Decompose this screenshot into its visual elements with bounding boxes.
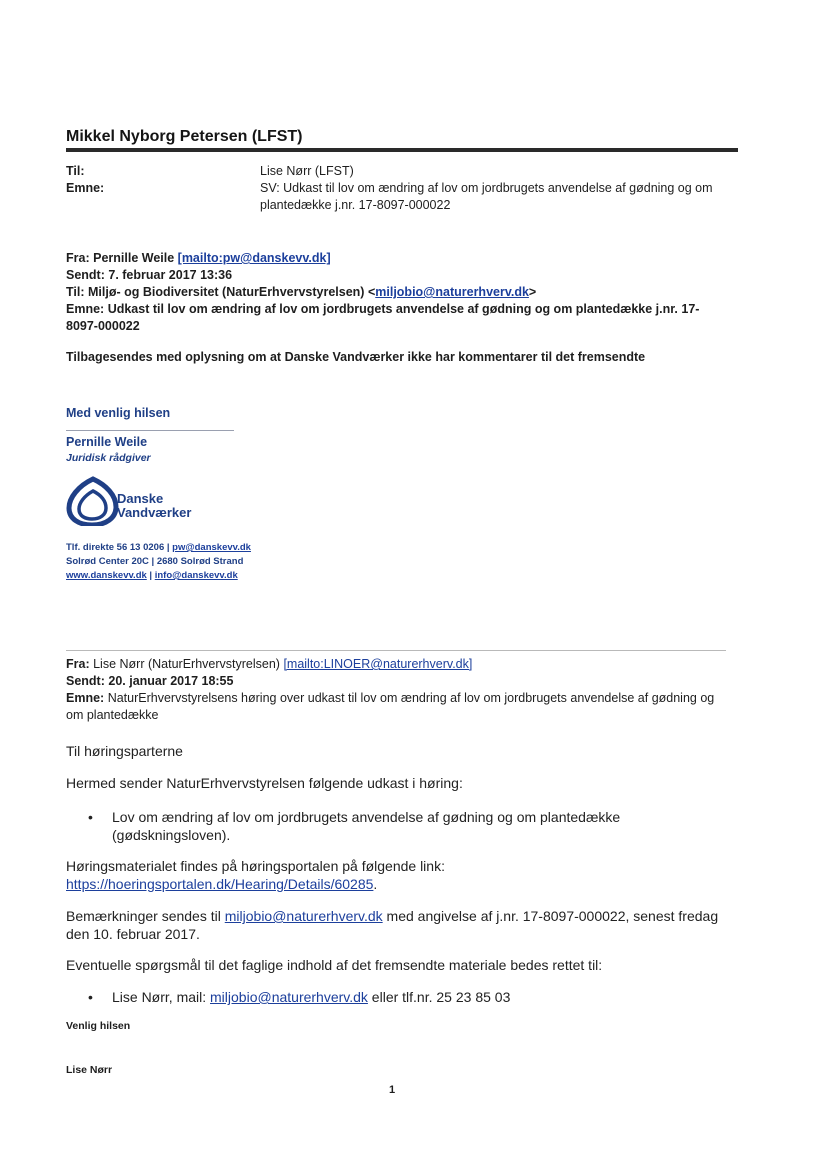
message-separator — [66, 650, 726, 651]
reply-sent-label: Sendt: — [66, 268, 105, 282]
remarks-email[interactable]: miljobio@naturerhverv.dk — [224, 908, 383, 924]
reply-subject-value: Udkast til lov om ændring af lov om jordbrugets anvendelse af gødning og om plantedække j.nr. 17-8097-000022 — [66, 302, 700, 333]
subject-value: SV: Udkast til lov om ændring af lov om jordbrugets anvendelse af gødning og om plantedække j.nr. 17-8097-000022 — [260, 181, 713, 212]
signature-separator — [66, 430, 234, 431]
remarks-text — [66, 907, 726, 943]
orig-subject-value: NaturErhvervstyrelsens høring over udkast til lov om ændring af lov om jordbrugets anvendelse af gødning og om plantedække — [66, 691, 715, 722]
contact-web-line — [66, 569, 251, 583]
reply-from-name: Pernille Weile — [93, 251, 175, 265]
bullet2-email[interactable]: miljobio@naturerhverv.dk — [210, 989, 368, 1005]
page-number: 1 — [389, 1084, 396, 1096]
orig-sent-line — [66, 673, 728, 690]
orig-from-link[interactable]: [mailto:LINOER@naturerhverv.dk] — [283, 657, 473, 671]
questions-text: Eventuelle spørgsmål til det faglige indhold af det fremsendte materiale bedes rettet til: — [66, 957, 603, 973]
bullet1-text: Lov om ændring af lov om jordbrugets anvendelse af gødning og om plantedække (gødskningsloven). — [112, 809, 621, 843]
list-item — [66, 808, 686, 844]
reply-body-text: Tilbagesendes med oplysning om at Danske Vandværker ikke har kommentarer til det fremsendte — [66, 350, 646, 364]
orig-sent-label: Sendt: — [66, 674, 105, 688]
reply-from-line — [66, 250, 726, 267]
list-item — [66, 988, 686, 1006]
reply-subject-line — [66, 301, 726, 335]
remarks-pre: Bemærkninger sendes til — [66, 908, 225, 924]
original-header — [66, 656, 728, 724]
signature-contact — [66, 541, 251, 583]
header-rule — [66, 148, 738, 152]
contact-info-email[interactable]: info@danskevv.dk — [154, 570, 238, 581]
closing: Venlig hilsen — [66, 1020, 131, 1032]
contact-phone: Tlf. direkte 56 13 0206 | — [66, 542, 173, 553]
contact-phone-line — [66, 541, 251, 555]
bullet-list-1 — [66, 808, 686, 844]
contact-email[interactable]: pw@danskevv.dk — [172, 542, 251, 553]
subject-label: Emne: — [66, 181, 105, 195]
intro-text: Hermed sender NaturErhvervstyrelsen følgende udkast i høring: — [66, 775, 463, 791]
bullet-dot-icon: • — [88, 809, 93, 825]
reply-subject-label: Emne: — [66, 302, 105, 316]
closing-name: Lise Nørr — [66, 1064, 113, 1076]
signature-greeting: Med venlig hilsen — [66, 406, 171, 420]
orig-subject-label: Emne: — [66, 691, 105, 705]
reply-sent-line — [66, 267, 726, 284]
signature — [66, 405, 170, 422]
reply-to-email[interactable]: miljobio@naturerhverv.dk — [375, 285, 529, 299]
sender-name: Mikkel Nyborg Petersen (LFST) — [66, 128, 303, 145]
logo-text-line1: Danske — [117, 491, 164, 506]
orig-sent-value: 20. januar 2017 18:55 — [108, 674, 234, 688]
bullet-list-2 — [66, 988, 686, 1006]
remarks-post: med angivelse af j.nr. 17-8097-000022, senest fredag den 10. februar 2017. — [66, 908, 719, 942]
orig-from-label: Fra: — [66, 657, 90, 671]
reply-to-label: Til: — [66, 285, 85, 299]
bullet2-pre: Lise Nørr, mail: — [112, 989, 211, 1005]
material-link-line — [66, 875, 377, 893]
orig-subject-line — [66, 690, 728, 724]
reply-from-label: Fra: — [66, 251, 90, 265]
water-drop-logo-icon — [66, 476, 120, 526]
reply-body — [66, 349, 726, 366]
reply-to-open: < — [367, 285, 376, 299]
contact-address: Solrød Center 20C | 2680 Solrød Strand — [66, 556, 244, 567]
material-text: Høringsmaterialet findes på høringsportalen på følgende link: — [66, 858, 445, 874]
reply-to-line — [66, 284, 726, 301]
reply-to-name: Miljø- og Biodiversitet (NaturErhvervstyrelsen) — [88, 285, 365, 299]
bullet-dot-icon: • — [88, 989, 93, 1005]
reply-from-link[interactable]: [mailto:pw@danskevv.dk] — [177, 251, 331, 265]
to-value: Lise Nørr (LFST) — [260, 164, 354, 178]
orig-from-line — [66, 656, 728, 673]
reply-header — [66, 250, 726, 366]
hearing-portal-link[interactable]: https://hoeringsportalen.dk/Hearing/Details/60285 — [66, 876, 374, 892]
salutation: Til høringsparterne — [66, 743, 183, 759]
reply-to-close: > — [528, 285, 537, 299]
danske-vandvaerker-logo — [66, 476, 192, 531]
logo-text-line2: Vandværker — [117, 505, 192, 520]
signature-title: Juridisk rådgiver — [66, 452, 151, 464]
bullet2-post: eller tlf.nr. 25 23 85 03 — [367, 989, 511, 1005]
to-label: Til: — [66, 164, 85, 178]
contact-sep: | — [146, 570, 155, 581]
contact-website[interactable]: www.danskevv.dk — [66, 570, 147, 581]
reply-sent-value: 7. februar 2017 13:36 — [108, 268, 233, 282]
orig-from-name: Lise Nørr (NaturErhvervstyrelsen) — [93, 657, 280, 671]
material-link-end: . — [373, 876, 378, 892]
signature-name: Pernille Weile — [66, 435, 148, 449]
